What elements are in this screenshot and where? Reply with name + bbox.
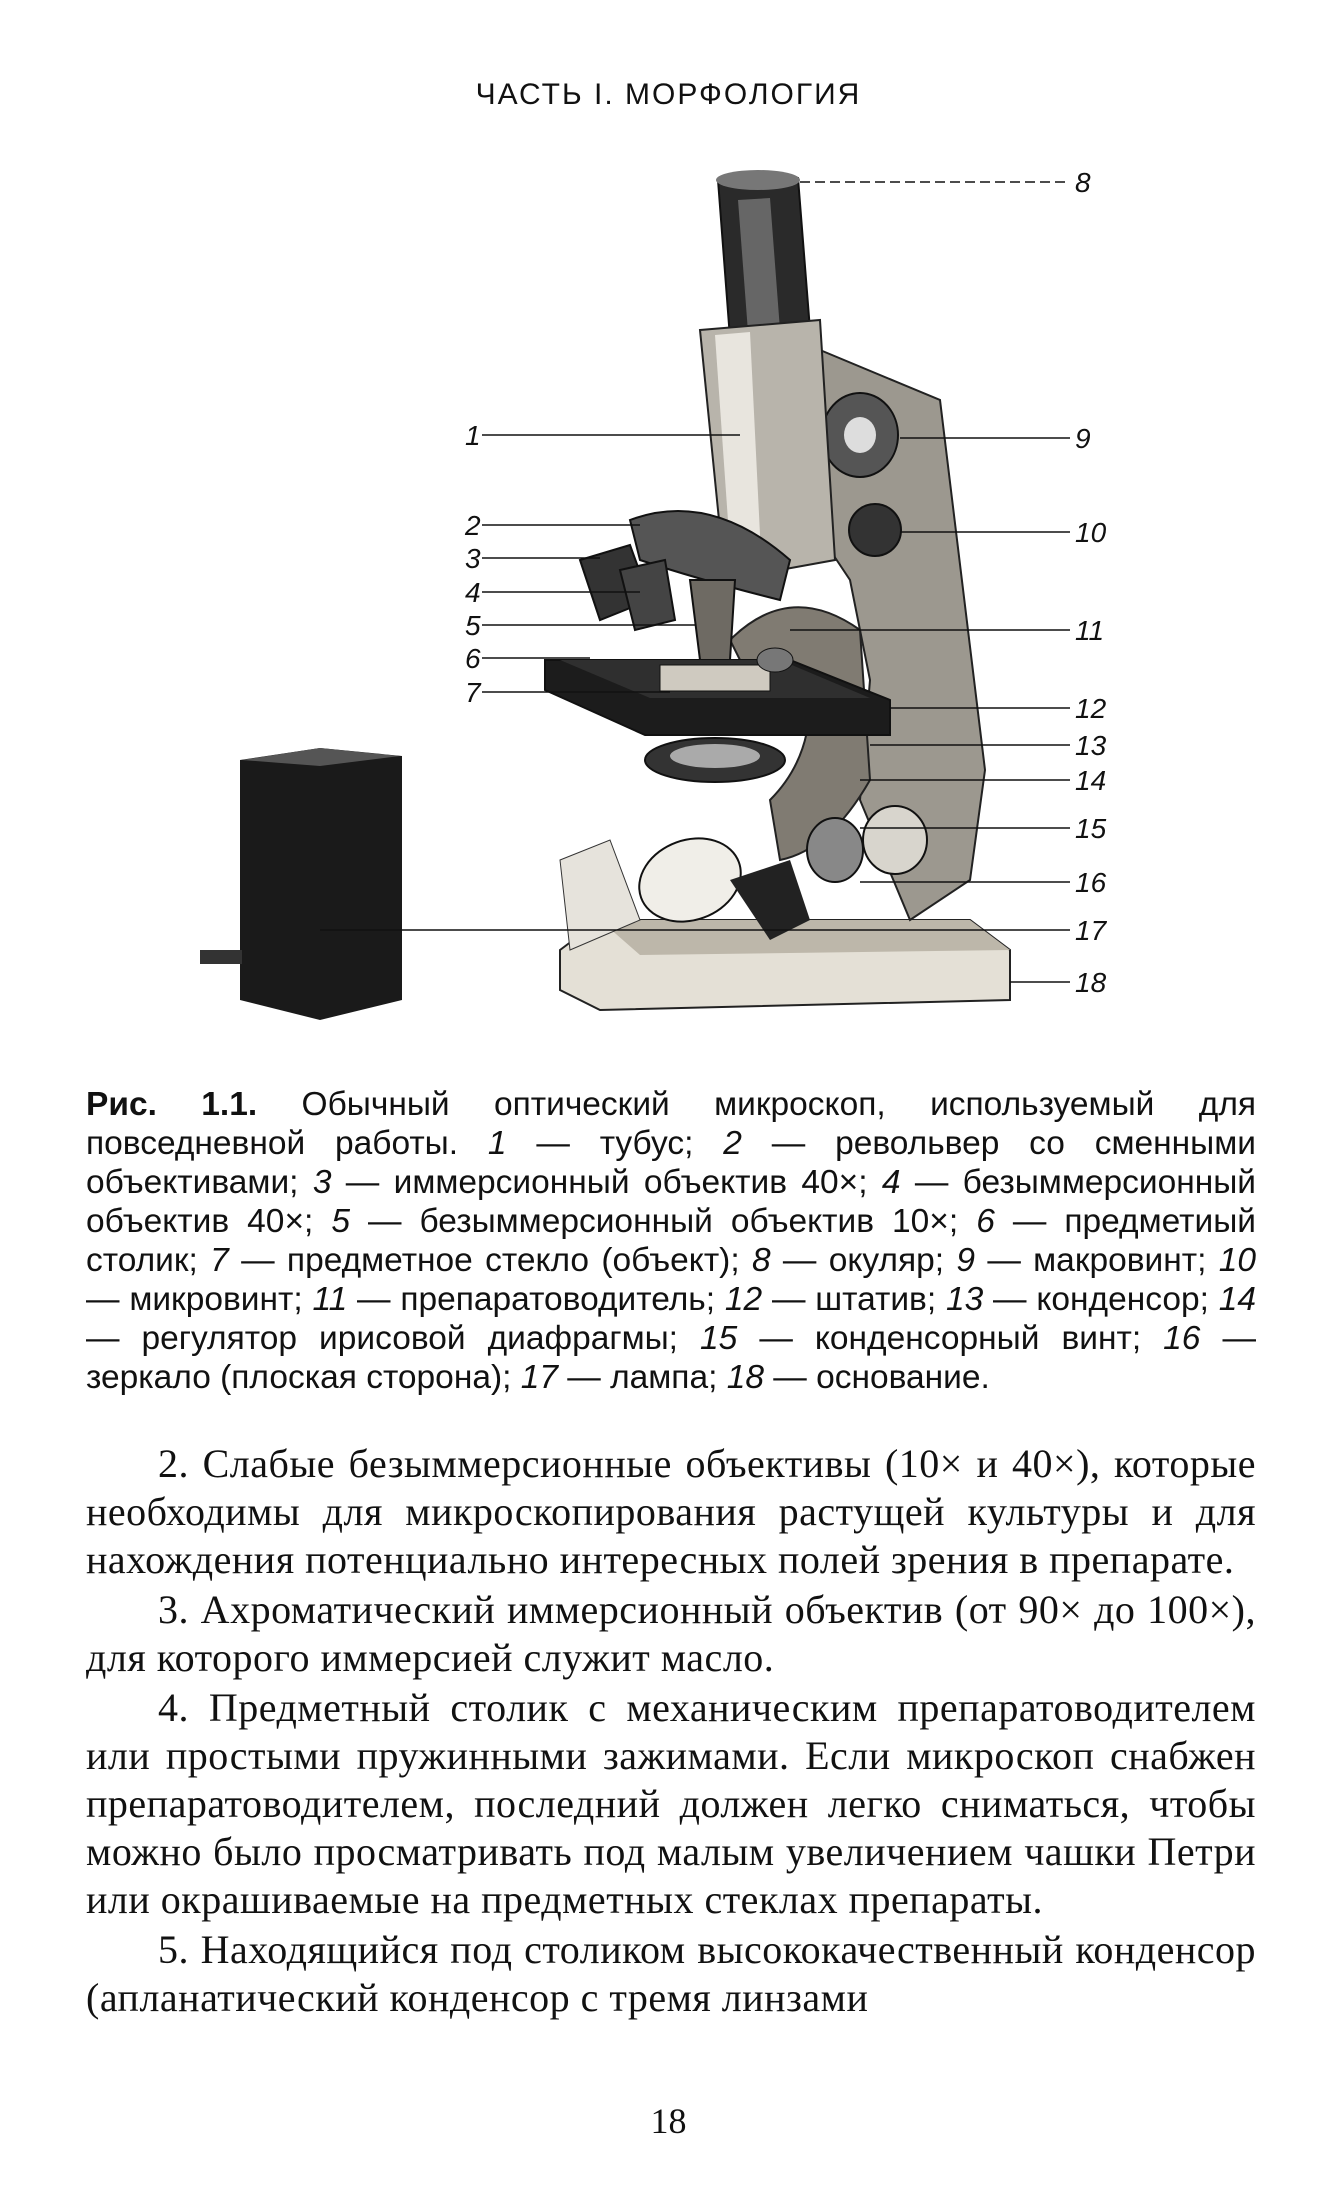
caption-text: — конденсор; [983,1281,1219,1318]
caption-number: 10 [1218,1242,1256,1279]
paragraph: 4. Предметный столик с механическим препаратоводителем или простыми пружинными зажимами. Если микроскоп снабжен препаратоводителем, последний должен легко сниматься, чтобы можно было просматривать под малым увеличением чашки Петри или окрашиваемые на предметных стеклах препараты. [86,1685,1256,1922]
caption-text: — конденсорный винт; [737,1320,1164,1357]
label-3: 3 [465,543,481,574]
caption-number: 6 [976,1203,995,1240]
caption-text: — зеркало (плоская сторона); [86,1320,1256,1396]
caption-number: 9 [956,1242,976,1279]
caption-text: — штатив; [762,1281,946,1318]
label-10: 10 [1075,517,1107,548]
paragraph: 2. Слабые безыммерсионные объективы (10× и 40×), которые необходимы для микроскопирования растущей культуры и для нахождения потенциально интересных полей зрения в препарате. [86,1441,1256,1582]
caption-number: 8 [751,1242,771,1279]
label-8: 8 [1075,167,1091,198]
caption-number: 15 [700,1320,738,1357]
caption-text: — предметиый столик; [86,1203,1256,1279]
caption-text: — тубус; [506,1125,724,1162]
caption-number: 12 [724,1281,763,1318]
base-top [600,920,1010,955]
label-1: 1 [465,420,481,451]
label-18: 18 [1075,967,1107,998]
caption-text: — револьвер со сменными объективами; [86,1125,1257,1201]
label-14: 14 [1075,765,1107,796]
label-13: 13 [1075,730,1107,761]
coarse-knob-center [844,417,876,453]
caption-number: 18 [726,1359,764,1396]
slide-holder-knob [757,648,793,672]
label-2: 2 [465,510,481,541]
caption-number: 14 [1218,1281,1256,1318]
lamp-body [240,748,402,1020]
label-12: 12 [1075,693,1107,724]
running-header: ЧАСТЬ I. МОРФОЛОГИЯ [475,78,862,111]
microscope-illustration [170,160,1170,1040]
caption-number: 7 [210,1242,229,1279]
label-6: 6 [465,643,481,674]
caption-number: 17 [520,1359,558,1396]
caption-text: — безыммерсионный объектив 10×; [349,1203,977,1240]
caption-text: — окуляр; [770,1242,957,1279]
caption-number: 16 [1163,1320,1201,1357]
condenser-screw [807,818,863,882]
objective-10x [690,580,735,660]
caption-number: 5 [331,1203,350,1240]
body-text [86,1440,1256,2024]
fine-knob [849,504,901,556]
label-15: 15 [1075,813,1107,844]
condenser-lens [670,744,760,768]
label-16: 16 [1075,867,1107,898]
caption-text: — макровинт; [975,1242,1219,1279]
label-11: 11 [1075,615,1105,646]
caption-text: — безыммерсионный объектив 40×; [86,1164,1257,1240]
caption-number: 4 [881,1164,901,1201]
caption-text: Обычный оптический микроскоп, используемый для повседневной работы. [86,1086,1257,1162]
microscope-figure [170,160,1170,1040]
caption-number: 11 [312,1281,348,1318]
label-9: 9 [1075,423,1091,454]
caption-text: — основание. [763,1359,990,1396]
label-4: 4 [465,577,481,608]
paragraph: 5. Находящийся под столиком высококачественный конденсор (апланатический конденсор с тремя линзами [86,1927,1256,2020]
caption-title: Рис. 1.1. [86,1086,258,1123]
slide [660,665,770,691]
figure-caption [86,1085,1256,1397]
caption-text: — микровинт; [86,1281,313,1318]
label-17: 17 [1075,915,1107,946]
lamp-cord [200,950,242,964]
eyepiece-top [716,170,800,190]
label-5: 5 [465,610,481,641]
page-number: 18 [650,2101,687,2141]
caption-text: — регулятор ирисовой диафрагмы; [86,1320,701,1357]
iris-ring [863,806,927,874]
caption-text: — предметное стекло (объект); [228,1242,752,1279]
caption-text: — препаратоводитель; [347,1281,725,1318]
caption-text: — лампа; [557,1359,727,1396]
caption-number: 1 [487,1125,507,1162]
caption-number: 3 [312,1164,332,1201]
objective-40x [620,560,675,630]
label-7: 7 [465,677,481,708]
paragraph: 3. Ахроматический иммерсионный объектив (от 90× до 100×), для которого иммерсией служит масло. [86,1587,1256,1680]
caption-text: — иммерсионный объектив 40×; [331,1164,882,1201]
caption-number: 13 [945,1281,984,1318]
caption-number: 2 [723,1125,742,1162]
